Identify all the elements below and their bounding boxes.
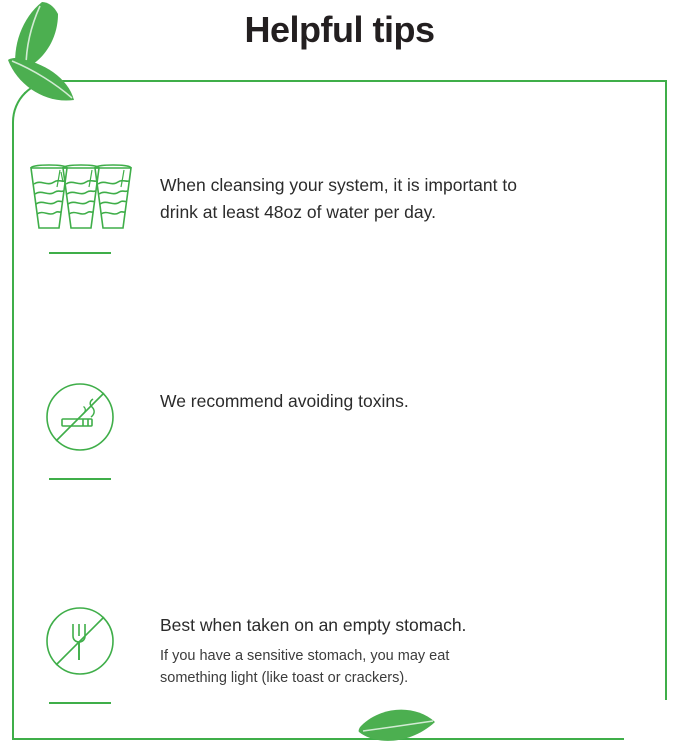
tip-main-text: We recommend avoiding toxins. xyxy=(160,391,409,411)
tip-icon-cell xyxy=(0,366,160,480)
list-item xyxy=(0,590,679,704)
tip-divider xyxy=(49,478,111,480)
tip-text-cell xyxy=(160,366,520,415)
tips-list xyxy=(0,150,679,704)
decorative-frame-bottom-edge xyxy=(14,738,624,740)
list-item xyxy=(0,366,679,480)
no-food-fork-icon xyxy=(35,596,125,686)
no-smoking-icon xyxy=(35,372,125,462)
tip-text-cell xyxy=(160,590,520,689)
list-item xyxy=(0,150,679,254)
three-water-glasses-icon xyxy=(25,156,135,236)
tip-main-text: When cleansing your system, it is important to drink at least 48oz of water per day. xyxy=(160,175,517,222)
page-title: Helpful tips xyxy=(244,9,435,50)
tip-divider xyxy=(49,702,111,704)
leaf-icon xyxy=(0,0,110,125)
tip-icon-cell xyxy=(0,590,160,704)
tip-text-cell xyxy=(160,150,520,226)
tip-sub-text: If you have a sensitive stomach, you may eat something light (like toast or crackers). xyxy=(160,648,450,686)
tip-divider xyxy=(49,252,111,254)
tip-icon-cell xyxy=(0,150,160,254)
tip-main-text: Best when taken on an empty stomach. xyxy=(160,615,467,635)
